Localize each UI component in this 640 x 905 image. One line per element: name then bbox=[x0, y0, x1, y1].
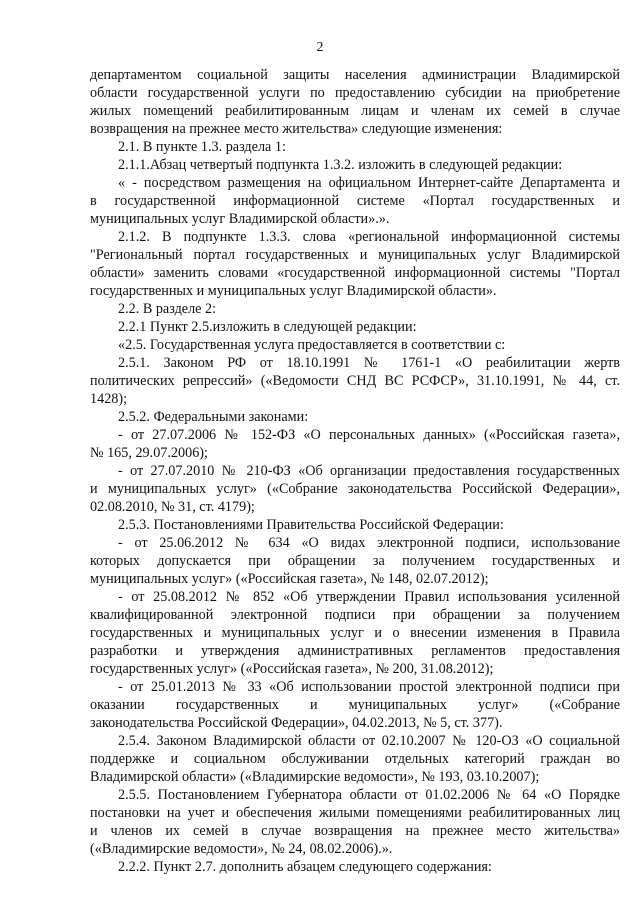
text-line: «2.5. Государственная услуга предоставляется в соответствии с: bbox=[118, 337, 506, 353]
text-line: в государственной информационной системе «Портал государственных и bbox=[90, 193, 620, 209]
text-line: 2.5.3. Постановлениями Правительства Российской Федерации: bbox=[118, 517, 504, 533]
text-line: 1428); bbox=[90, 391, 128, 407]
text-line: государственных и муниципальных услуг Владимирской области». bbox=[90, 283, 497, 299]
text-line: "Региональный портал государственных и муниципальных услуг Владимирской bbox=[90, 247, 620, 263]
text-line: квалифицированной электронной подписи при обращении за получением bbox=[90, 607, 620, 623]
text-line: государственных услуг» («Российская газета», № 200, 31.08.2012); bbox=[90, 661, 494, 677]
text-line: департаментом социальной защиты населения администрации Владимирской bbox=[90, 67, 620, 83]
text-line: 2.1.1.Абзац четвертый подпункта 1.3.2. изложить в следующей редакции: bbox=[118, 157, 563, 173]
page-number: 2 bbox=[316, 40, 324, 55]
text-line: 02.08.2010, № 31, ст. 4179); bbox=[90, 499, 255, 515]
text-line: политических репрессий» («Ведомости СНД ВС РСФСР», 31.10.1991, № 44, ст. bbox=[90, 373, 620, 389]
text-line: оказании государственных и муниципальных услуг» («Собрание bbox=[90, 697, 620, 713]
text-line: 2.1. В пункте 1.3. раздела 1: bbox=[118, 139, 286, 155]
text-line: и муниципальных услуг» («Собрание законодательства Российской Федерации», bbox=[90, 481, 620, 497]
text-line: поддержке и социальном обслуживании отдельных категорий граждан во bbox=[90, 751, 620, 767]
text-line: № 165, 29.07.2006); bbox=[90, 445, 208, 461]
text-line: области» заменить словами «государственной информационной системы "Портал bbox=[90, 265, 620, 281]
text-line: разработки и утверждения административных регламентов предоставления bbox=[90, 643, 620, 659]
text-line: - от 25.01.2013 № 33 «Об использовании простой электронной подписи при bbox=[118, 679, 620, 695]
text-line: 2.5.5. Постановлением Губернатора области от 01.02.2006 № 64 «О Порядке bbox=[118, 787, 620, 803]
text-line: 2.2. В разделе 2: bbox=[118, 301, 217, 317]
text-line: - от 27.07.2010 № 210-ФЗ «Об организации предоставления государственных bbox=[118, 463, 620, 479]
text-line: и членов их семей в случае возвращения на прежнее место жительства» bbox=[90, 823, 620, 839]
text-line: постановки на учет и обеспечения жилыми помещениями реабилитированных лиц bbox=[90, 805, 620, 821]
text-line: 2.2.2. Пункт 2.7. дополнить абзацем следующего содержания: bbox=[118, 859, 492, 875]
text-line: жилых помещений реабилитированным лицам и членам их семей в случае bbox=[90, 103, 620, 119]
text-line: Владимирской области» («Владимирские ведомости», № 193, 03.10.2007); bbox=[90, 769, 540, 785]
text-line: государственных и муниципальных услуг и о внесении изменения в Правила bbox=[90, 625, 620, 641]
text-line: возвращения на прежнее место жительства» следующие изменения: bbox=[90, 121, 503, 137]
text-line: 2.2.1 Пункт 2.5.изложить в следующей редакции: bbox=[118, 319, 417, 335]
text-line: 2.5.2. Федеральными законами: bbox=[118, 409, 309, 425]
text-line: («Владимирские ведомости», № 24, 08.02.2006).». bbox=[90, 841, 393, 857]
text-line: законодательства Российской Федерации», 04.02.2013, № 5, ст. 377). bbox=[90, 715, 503, 731]
text-line: « - посредством размещения на официальном Интернет-сайте Департамента и bbox=[118, 175, 620, 191]
text-line: муниципальных услуг» («Российская газета», № 148, 02.07.2012); bbox=[90, 571, 489, 587]
text-line: 2.1.2. В подпункте 1.3.3. слова «региональной информационной системы bbox=[118, 229, 620, 245]
text-line: которых допускается при обращении за получением государственных и bbox=[90, 553, 620, 569]
text-line: - от 27.07.2006 № 152-ФЗ «О персональных данных» («Российская газета», bbox=[118, 427, 620, 443]
text-line: 2.5.4. Законом Владимирской области от 02.10.2007 № 120-ОЗ «О социальной bbox=[118, 733, 620, 749]
text-line: 2.5.1. Законом РФ от 18.10.1991 № 1761-1 «О реабилитации жертв bbox=[118, 355, 620, 371]
text-line: муниципальных услуг Владимирской области».». bbox=[90, 211, 390, 227]
text-line: - от 25.08.2012 № 852 «Об утверждении Правил использования усиленной bbox=[118, 589, 620, 605]
text-line: - от 25.06.2012 № 634 «О видах электронной подписи, использование bbox=[118, 535, 620, 551]
text-line: области государственной услуги по предоставлению субсидии на приобретение bbox=[90, 85, 620, 101]
